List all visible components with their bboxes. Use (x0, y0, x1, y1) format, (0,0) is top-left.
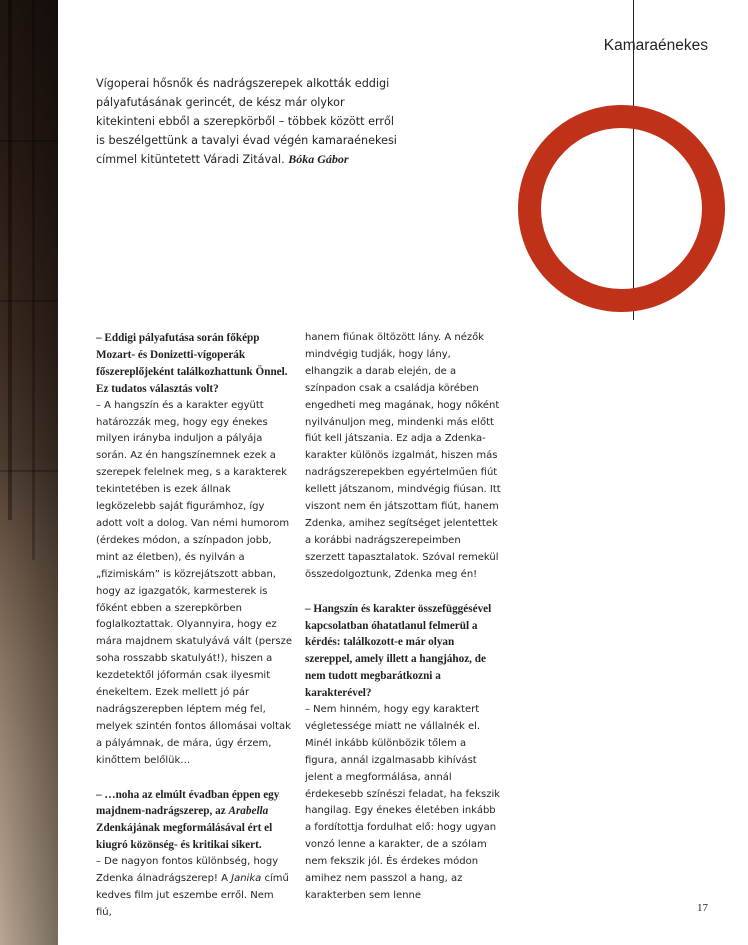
lead-paragraph (96, 74, 401, 169)
question-2 (96, 787, 292, 855)
question-2-text-end: Zdenkájának megformálásával ért el kiugró közönség- és kritikai sikert. (96, 822, 273, 852)
article-column-right (305, 330, 501, 905)
answer-3: – Nem hinném, hogy egy karaktert végletessége miatt ne vállalnék el. Minél inkább különbözik tőlem a figura, annál izgalmasabb kihívást jelent a megformálása, annál érdekesebb színészi feladat, ha fekszik hangilag. Egy énekes életében inkább a fordítottja fordulhat elő: hogy ugyan vonzó lenne a karakter, de a szólam nem fekszik jól. És érdekes módon amihez nem passzol a hang, az karakterben sem lenne (305, 704, 501, 901)
red-ring-graphic (518, 105, 725, 312)
question-3: – Hangszín és karakter összefüggésével kapcsolatban óhatatlanul felmerül a kérdés: találkozott-e már olyan szereppel, amely illett a hangjához, de nem tudott megbarátkozni a karakterével? (305, 602, 492, 700)
article-column-left (96, 330, 292, 922)
page-number: 17 (697, 902, 708, 914)
lead-text: Vígoperai hősnők és nadrágszerepek alkották eddigi pályafutásának gerincét, de kész már olykor kitekinteni ebből a szerepkörből – többek között erről is beszélgettünk a tavalyi évad végén kamaraénekesi címmel kitüntetett Váradi Zitával. (96, 77, 397, 166)
answer-2-film-title: Janika (231, 873, 262, 885)
answer-1: – A hangszín és a karakter együtt határozzák meg, hogy egy énekes milyen irányba induljon a pályája során. Az én hangszínemnek ezek a szerepek felelnek meg, s a karakterek tekintetében is ezek állnak legközelebb saját figurámhoz, így adott volt a dolog. Van némi humorom (érdekes módon, a színpadon jobb, mint az életben), és nyilván a „fizimiskám” is közrejátszott abban, hogy az igazgatók, karmesterek is főként ebben a szerepkörben foglalkoztattak. Olyannyira, hogy ez mára majdnem skatulyává vált (persze soha rosszabb skatulyát!), hiszen a kezdetektől jóformán csak ilyesmit énekeltem. Ezek mellett jó pár nadrágszerepben léptem még fel, melyek szintén fontos állomásai voltak a pályámnak, de mára, úgy érzem, kinőttem belőlük… (96, 399, 293, 766)
question-1: – Eddigi pályafutása során főképp Mozart- és Donizetti-vígoperák főszereplőjeként találkozhattunk Önnel. Ez tudatos választás volt? (96, 332, 288, 395)
author-name: Bóka Gábor (288, 152, 349, 166)
answer-2-text: – De nagyon fontos különbség, hogy Zdenka álnadrágszerep! A (96, 856, 279, 885)
answer-2-text-end: című kedves film jut eszembe erről. Nem fiú, (96, 873, 289, 918)
answer-2 (96, 854, 292, 922)
question-2-text: – …noha az elmúlt évadban éppen egy majdnem-nadrágszerep, az (96, 788, 280, 818)
question-2-title: Arabella (228, 805, 269, 818)
answer-2-continued: hanem fiúnak öltözött lány. A nézők mindvégig tudják, hogy lány, elhangzik a darab elején, de a színpadon csak a családja körében engedheti meg magának, hogy nőként nyilvánuljon meg, mindenki más előtt fiút kell játszania. Ez adja a Zdenka-karakter különös izgalmát, hiszen más nadrágszerepekben egyértelműen fiút kellett játszanom, mindvégig fiúsan. Itt viszont nem én játszottam fiút, hanem Zdenka, amihez segítséget jelentettek a korábbi nadrágszerepeimben szerzett tapasztalatok. Szóval remekül összedolgoztunk, Zdenka meg én! (305, 332, 501, 580)
section-label: Kamaraénekes (603, 37, 708, 54)
cover-photo-strip (0, 0, 58, 945)
